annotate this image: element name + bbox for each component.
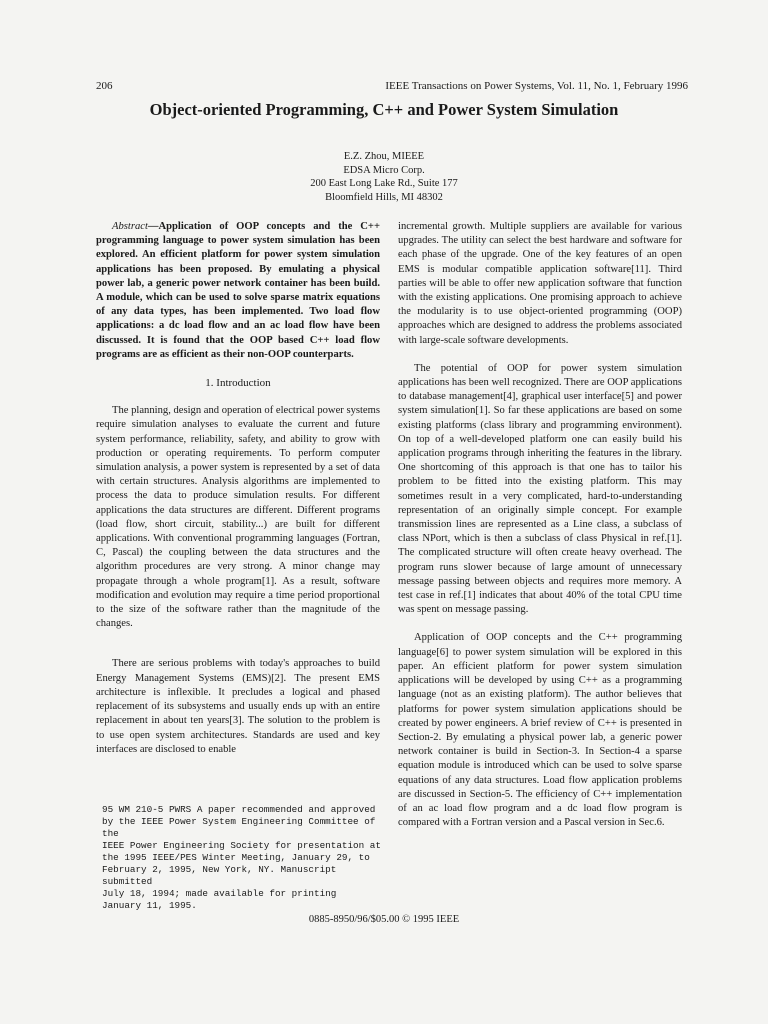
author-address-line2: Bloomfield Hills, MI 48302 <box>325 191 443 203</box>
page-number: 206 <box>96 80 113 92</box>
abstract-text: —Application of OOP concepts and the C++ programming language to power system simulation has been explored. An efficient platform for power system simulation applications has been proposed. By emulating a physical power lab, a generic power network container has been build. A module, which can be used to solve sparse matrix equations of any data types, has been implemented. Two load flow applications: a dc load flow and an ac load flow have been discussed. It is found that the OOP based C++ load flow programs are as efficient as their non-OOP counterparts. <box>96 221 380 360</box>
manuscript-footnote: 95 WM 210-5 PWRS A paper recommended and approved by the IEEE Power System Engineering Committee of the IEEE Power Engineering Society for presentation at the 1995 IEEE/PES Winter Meeting, January 29, to February 2, 1995, New York, NY. Manuscript submitted July 18, 1994; made available for printing January 11, 1995. <box>102 804 381 911</box>
right-paragraph-2: The potential of OOP for power system simulation applications has been well recognized. There are OOP applications to database management[4], graphical user interface[5] and power system simulation[1]. So far these applications are based on some existing platforms (class library and programming environment). On top of a well-developed platform one can easily build his application programs through inheriting the features in the library. One shortcoming of this approach is that one has to tailor his problem to be fitted into the existing platform. This may sometimes result in a very complicated, hard-to-understanding representation of an originally simple concept. For example transmission lines are represented as a Line class, a subclass of class NPort, which is then a subclass of class Physical in ref.[1]. The complicated structure will often create heavy overhead. The program runs slower because of large amount of unnecessary message passing between objects and requires more memory. A test case in ref.[1] indicates that about 40% of the total CPU time was spent on message passing. <box>398 362 682 616</box>
right-column <box>398 220 682 830</box>
author-address-line1: 200 East Long Lake Rd., Suite 177 <box>310 178 458 189</box>
intro-paragraph-2: There are serious problems with today's approaches to build Energy Management Systems (EMS)[2]. The present EMS architecture is inflexible. It precludes a logical and phased replacement of its subsystems and usually ends up with an entire replacement in about ten years[3]. The solution to the problem is to use open system architectures. Standards are used and key interfaces are disclosed to enable <box>96 658 380 755</box>
right-paragraph-3: Application of OOP concepts and the C++ programming language[6] to power system simulation will be explored in this paper. An efficient platform for power system simulation applications will be developed by using C++ as a programming language (not as an existing platform). The author believes that platforms for power system simulation applications should be created by power engineers. A brief review of C++ is presented in Section-2. By emulating a physical power lab, a generic power network container is build in Section-3. In Section-4 a sparse equation module is introduced which can be used to solve sparse equations of any data structures. Load flow application problems are discussed in Section-5. The efficiency of C++ implementation of an ac load flow program and a dc load flow program is compared with a Fortran version and a Pascal version in Sec.6. <box>398 632 682 829</box>
author-block <box>0 150 768 204</box>
right-paragraph-1: incremental growth. Multiple suppliers are available for various upgrades. The utility can select the best hardware and software for each phase of the upgrade. One of the key features of an open EMS is modular compatible application software[11]. Third parties will be able to offer new application software that function with the existing applications. One promising approach to achieve the modularity is to use object-oriented programming (OOP) approaches which are designed to address the problems associated with large-scale software developments. <box>398 221 682 346</box>
left-column <box>96 220 380 757</box>
copyright-line: 0885-8950/96/$05.00 © 1995 IEEE <box>308 914 460 925</box>
section-heading-introduction: 1. Introduction <box>205 377 271 390</box>
abstract-label: Abstract <box>112 221 148 232</box>
author-name: E.Z. Zhou, MIEEE <box>343 151 425 162</box>
abstract <box>96 220 380 362</box>
journal-header: IEEE Transactions on Power Systems, Vol. 11, No. 1, February 1996 <box>385 80 688 92</box>
intro-paragraph-1: The planning, design and operation of electrical power systems require simulation analyses to evaluate the current and future system performance, reliability, safety, and ability to grow with production or operating requirements. To perform computer simulation analysis, a power system is represented by a set of data with certain structures. Analysis algorithms are implemented to process the data to produce simulation results. For different applications the data structures are different. Different programs (load flow, short circuit, stability...) are built for different applications. With conventional programming languages (Fortran, C, Pascal) the coupling between the data structures and the algorithm procedures are very strong. A minor change may propagate through a whole program[1]. As a result, software modification and evolution may require a time period proportional to the size of the software rather than the magnitude of the changes. <box>96 405 380 630</box>
author-affiliation: EDSA Micro Corp. <box>343 164 425 176</box>
paper-title: Object-oriented Programming, C++ and Power System Simulation <box>149 100 619 119</box>
